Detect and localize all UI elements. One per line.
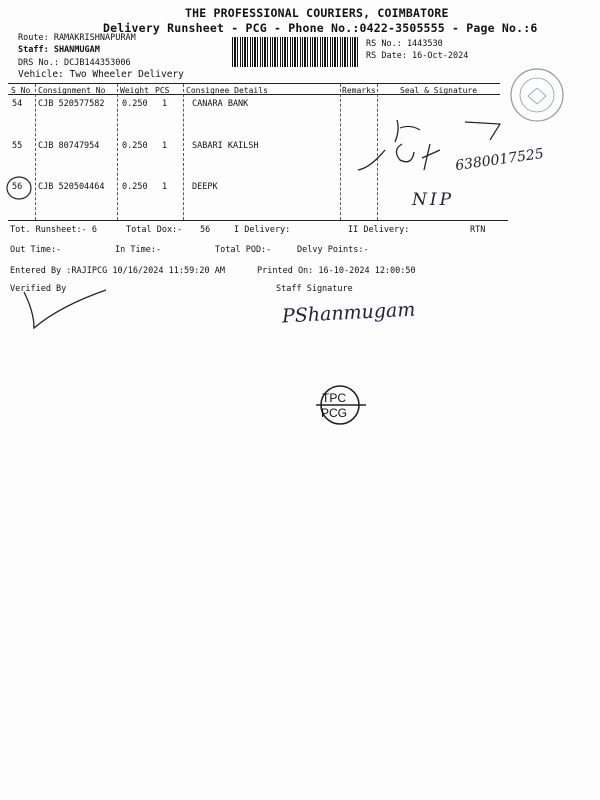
- ii-delivery: II Delivery:: [348, 225, 410, 235]
- header-consignee: Consignee Details: [186, 86, 268, 95]
- route-label: Route: RAMAKRISHNAPURAM: [18, 33, 136, 43]
- handwritten-circle: [4, 174, 36, 204]
- rs-number: RS No.: 1443530: [366, 39, 443, 49]
- col-divider: [117, 84, 118, 220]
- handwritten-phone: 6380017525: [454, 145, 545, 175]
- total-dox-value: 56: [200, 225, 211, 235]
- row-consignment: CJB 520504464: [38, 182, 105, 192]
- header-remarks: Remarks: [342, 86, 376, 95]
- tot-runsheet: Tot. Runsheet:- 6: [10, 225, 97, 235]
- staff-signature: PShanmugam: [281, 298, 416, 328]
- total-dox-label: Total Dox:-: [126, 225, 183, 235]
- printed-on: Printed On: 16-10-2024 12:00:50: [257, 266, 416, 276]
- row-consignment: CJB 80747954: [38, 141, 100, 151]
- handwritten-nip: NIP: [412, 190, 455, 210]
- header-pcs: PCS: [155, 86, 170, 95]
- row-sno: 55: [12, 141, 23, 151]
- col-divider: [183, 84, 184, 220]
- entered-by: Entered By :RAJIPCG 10/16/2024 11:59:20 AM: [10, 266, 225, 276]
- row-consignee: SABARI KAILSH: [192, 141, 259, 151]
- header-weight: Weight: [120, 86, 149, 95]
- handwritten-signatures: [340, 110, 510, 190]
- tpc-stamp: [312, 380, 368, 430]
- stamp-bottom: PCG: [321, 406, 348, 420]
- total-pod: Total POD:-: [215, 245, 272, 255]
- table-top-border: [8, 83, 500, 84]
- row-consignment: CJB 520577582: [38, 99, 105, 109]
- vehicle-label: Vehicle: Two Wheeler Delivery: [18, 69, 184, 80]
- row-consignee: CANARA BANK: [192, 99, 249, 109]
- verified-tick: [20, 286, 110, 332]
- staff-signature-label: Staff Signature: [276, 284, 353, 294]
- row-sno: 56: [12, 182, 23, 192]
- rs-date: RS Date: 16-Oct-2024: [366, 51, 469, 61]
- staff-label: Staff: SHANMUGAM: [18, 45, 100, 55]
- row-weight: 0.250: [122, 182, 148, 192]
- company-title: THE PROFESSIONAL COURIERS, COIMBATORE: [185, 6, 449, 20]
- delvy-points: Delvy Points:-: [297, 245, 369, 255]
- rtn-label: RTN: [470, 225, 486, 235]
- table-bottom-border: [8, 220, 508, 221]
- out-time: Out Time:-: [10, 245, 62, 255]
- header-consignment: Consignment No: [38, 86, 106, 95]
- drs-number: DRS No.: DCJB144353006: [18, 58, 131, 68]
- row-weight: 0.250: [122, 141, 148, 151]
- header-sno: S No: [11, 86, 31, 95]
- seal-stamp: [508, 66, 566, 124]
- row-pcs: 1: [162, 141, 168, 151]
- in-time: In Time:-: [115, 245, 162, 255]
- row-pcs: 1: [162, 99, 168, 109]
- row-sno: 54: [12, 99, 23, 109]
- stamp-top: TPC: [322, 391, 346, 405]
- row-consignee: DEEPK: [192, 182, 218, 192]
- header-seal-signature: Seal & Signature: [400, 86, 478, 95]
- runsheet-title: Delivery Runsheet - PCG - Phone No.:0422-3505555 - Page No.:6: [103, 21, 538, 35]
- row-weight: 0.250: [122, 99, 148, 109]
- verified-by: Verified By: [10, 284, 67, 294]
- row-pcs: 1: [162, 182, 168, 192]
- i-delivery: I Delivery:: [234, 225, 291, 235]
- barcode: [232, 37, 360, 67]
